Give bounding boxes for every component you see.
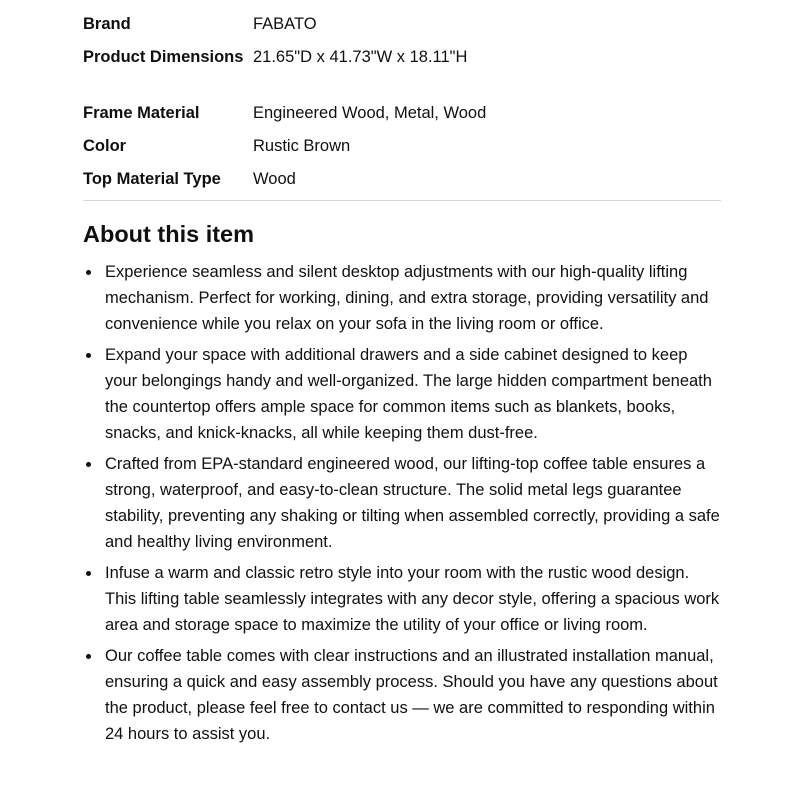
spec-row-dimensions (83, 45, 721, 101)
spec-row-top-material (83, 167, 721, 200)
list-item (83, 259, 723, 337)
spec-value: Rustic Brown (253, 137, 351, 155)
bullet-dot-icon (86, 654, 91, 659)
bullet-dot-icon (86, 462, 91, 467)
bullet-text: Our coffee table comes with clear instructions and an illustrated installation manual, ensuring a quick and easy assembly process. Should you have any questions about the product, please feel free to contact us — we are committed to responding within 24 hours to assist you. (105, 647, 718, 743)
list-item (83, 643, 723, 747)
bullet-text: Infuse a warm and classic retro style into your room with the rustic wood design. This lifting table seamlessly integrates with any decor style, offering a spacious work area and storage space to maximize the utility of your office or living room. (105, 564, 720, 634)
bullet-text: Crafted from EPA-standard engineered wood, our lifting-top coffee table ensures a strong, waterproof, and easy-to-clean structure. The solid metal legs guarantee stability, preventing any shaking or tilting when assembled correctly, providing a safe and healthy living environment. (105, 455, 720, 551)
list-item (83, 451, 723, 555)
spec-label: Top Material Type (83, 170, 221, 188)
spec-value: Engineered Wood, Metal, Wood (253, 104, 487, 122)
bullet-dot-icon (86, 270, 91, 275)
bullet-text: Experience seamless and silent desktop adjustments with our high-quality lifting mechanism. Perfect for working, dining, and extra storage, providing versatility and convenience while you relax on your sofa in the living room or office. (105, 263, 709, 333)
about-bullet-list (83, 259, 723, 747)
list-item (83, 342, 723, 446)
spec-label: Color (83, 137, 127, 155)
spec-value: 21.65"D x 41.73"W x 18.11"H (253, 48, 468, 66)
spec-value: FABATO (253, 15, 317, 33)
spec-value: Wood (253, 170, 296, 188)
spec-row-brand (83, 12, 721, 45)
bullet-text: Expand your space with additional drawers and a side cabinet designed to keep your belongings handy and well-organized. The large hidden compartment beneath the countertop offers ample space for common items such as blankets, books, snacks, and knick-knacks, all while keeping them dust-free. (105, 346, 712, 442)
bullet-dot-icon (86, 353, 91, 358)
spec-label: Brand (83, 15, 131, 33)
product-details (83, 12, 723, 752)
section-divider (83, 200, 721, 201)
spec-label: Product Dimensions (83, 48, 244, 66)
spec-label: Frame Material (83, 104, 200, 122)
product-specs-table (83, 12, 721, 200)
list-item (83, 560, 723, 638)
bullet-dot-icon (86, 571, 91, 576)
spec-row-color (83, 134, 721, 167)
spec-row-frame-material (83, 101, 721, 134)
about-section-title: About this item (83, 221, 255, 247)
